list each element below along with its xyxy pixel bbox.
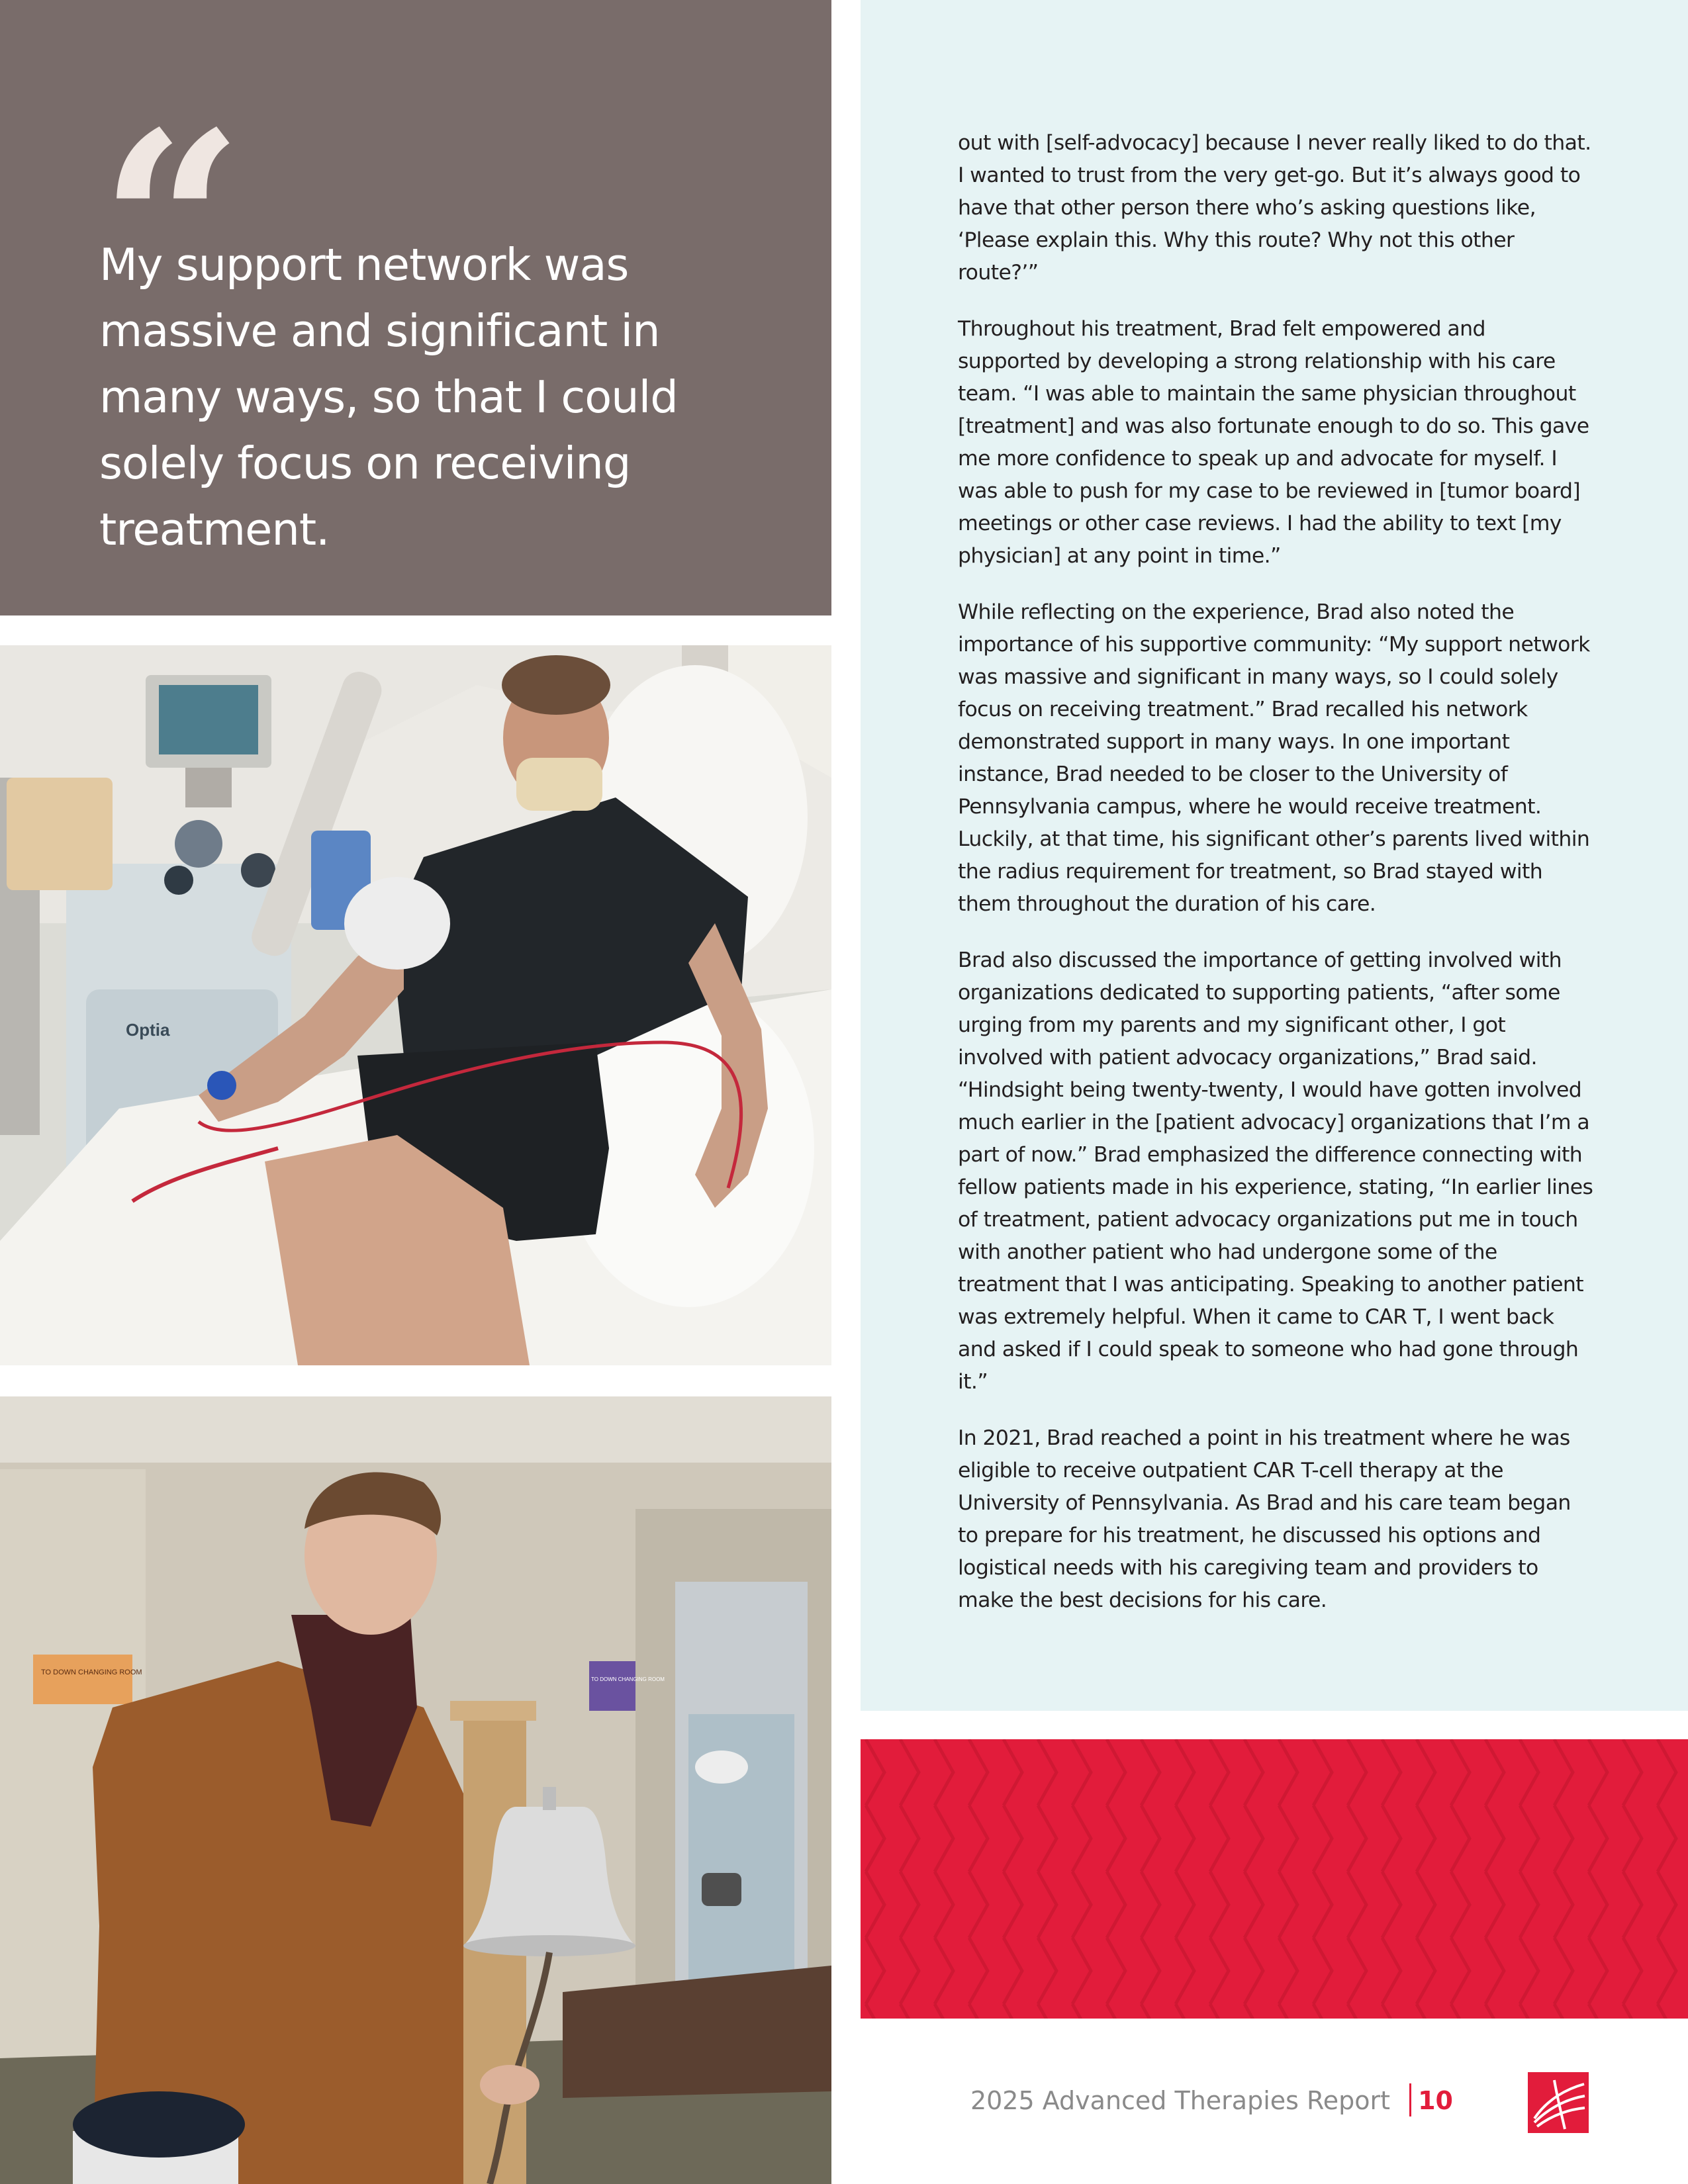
optia-label: Optia	[126, 1020, 170, 1040]
quote-mark-icon: “	[99, 77, 244, 373]
story-paragraph: Brad also discussed the importance of getting involved with organizations dedicated to supporting patients, “after some urging from my parents and my significant other, I got involved with patient advocacy organizations,” Brad said. “Hindsight being twenty-twenty, I would have gotten involved much earlier in the [patient advocacy] organizations that I’m a part of now.” Brad emphasized the difference connecting with fellow patients made in his experience, stating, “In earlier lines of treatment, patient advocacy organizations put me in touch with another patient who had undergone some of the treatment that I was anticipating. Speaking to another patient was extremely helpful. When it came to CAR T, I went back and asked if I could speak to someone who had gone through it.”	[958, 948, 1593, 1394]
sign-left-text: TO DOWN CHANGING ROOM	[41, 1668, 142, 1676]
brand-logo-icon	[1528, 2072, 1589, 2133]
bell-ringing-photo	[0, 1396, 831, 2184]
pull-quote-panel	[0, 0, 831, 615]
footer-divider	[1409, 2083, 1411, 2116]
story-paragraph: out with [self-advocacy] because I never really liked to do that. I wanted to trust from the very get-go. But it’s always good to have that other person there who’s asking questions like, ‘Please explain this. Why this route? Why not this other route?’”	[958, 131, 1591, 285]
story-paragraph: In 2021, Brad reached a point in his treatment where he was eligible to receive outpatient CAR T-cell therapy at the University of Pennsylvania. As Brad and his care team began to prepare for his treatment, he discussed his options and logistical needs with his caregiving team and providers to make the best decisions for his care.	[958, 1426, 1571, 1612]
page-number: 10	[1418, 2086, 1453, 2115]
story-body	[958, 127, 1593, 1641]
pull-quote-text: My support network was massive and significant in many ways, so that I could solely focus on receiving treatment.	[99, 239, 678, 555]
patient-treatment-photo	[0, 645, 831, 1365]
sign-right-text: TO DOWN CHANGING ROOM	[591, 1676, 665, 1682]
story-panel	[861, 0, 1688, 1711]
page-footer	[861, 2065, 1589, 2144]
story-paragraph: While reflecting on the experience, Brad also noted the importance of his supportive community: “My support network was massive and significant in many ways, so I could solely focus on receiving treatment.” Brad recalled his network demonstrated support in many ways. In one important instance, Brad needed to be closer to the University of Pennsylvania campus, where he would receive treatment. Luckily, at that time, his significant other’s parents lived within the radius requirement for treatment, so Brad stayed with them throughout the duration of his care.	[958, 600, 1590, 916]
story-paragraph: Throughout his treatment, Brad felt empowered and supported by developing a strong relationship with his care team. “I was able to maintain the same physician throughout [treatment] and was also fortunate enough to do so. This gave me more confidence to speak up and advocate for myself. I was able to push for my case to be reviewed in [tumor board] meetings or other case reviews. I had the ability to text [my physician] at any point in time.”	[958, 317, 1589, 568]
report-title: 2025 Advanced Therapies Report	[970, 2086, 1390, 2115]
decorative-chevron-band	[861, 1739, 1688, 2019]
